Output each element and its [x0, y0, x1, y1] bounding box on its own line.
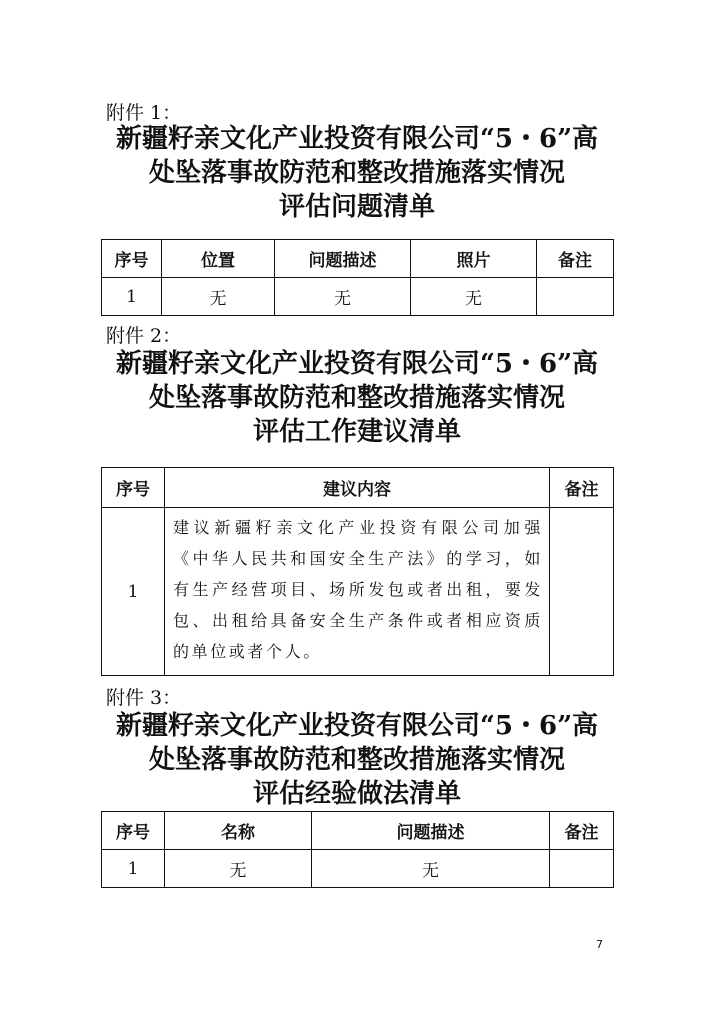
table-row	[102, 508, 614, 676]
title-line: 评估经验做法清单	[252, 779, 461, 809]
header-cell: 备注	[537, 240, 614, 278]
table-cell: 无	[165, 850, 312, 888]
header-cell: 序号	[102, 812, 165, 850]
title-line: 评估工作建议清单	[252, 417, 461, 447]
annex-1-title	[0, 122, 714, 224]
title-line: 新疆籽亲文化产业投资有限公司“5・6”高	[115, 124, 599, 154]
annex-1-table	[101, 239, 614, 316]
header-cell: 名称	[165, 812, 312, 850]
annex-2-label: 附件 2：	[106, 325, 182, 347]
table-row	[102, 278, 614, 316]
header-cell: 问题描述	[312, 812, 550, 850]
title-line: 新疆籽亲文化产业投资有限公司“5・6”高	[115, 349, 599, 379]
header-cell: 建议内容	[165, 468, 550, 508]
table-header-row	[102, 240, 614, 278]
header-cell: 序号	[102, 468, 165, 508]
table-cell	[550, 850, 614, 888]
page-number: 7	[596, 938, 603, 951]
suggestion-content: 建议新疆籽亲文化产业投资有限公司加强《中华人民共和国安全生产法》的学习，如有生产经营项目、场所发包或者出租，要发包、出租给具备安全生产条件或者相应资质的单位或者个人。	[165, 508, 550, 676]
title-line: 评估问题清单	[278, 192, 435, 222]
table-header-row	[102, 812, 614, 850]
table-cell: 无	[275, 278, 411, 316]
table-cell	[550, 508, 614, 676]
header-cell: 照片	[411, 240, 537, 278]
header-cell: 问题描述	[275, 240, 411, 278]
title-line: 处坠落事故防范和整改措施落实情况	[148, 745, 565, 775]
table-cell	[537, 278, 614, 316]
annex-3-table	[101, 811, 614, 888]
annex-3-label: 附件 3：	[106, 687, 182, 709]
header-cell: 备注	[550, 468, 614, 508]
header-cell: 位置	[162, 240, 275, 278]
title-line: 新疆籽亲文化产业投资有限公司“5・6”高	[115, 711, 599, 741]
table-cell: 无	[411, 278, 537, 316]
table-cell: 无	[312, 850, 550, 888]
title-line: 处坠落事故防范和整改措施落实情况	[148, 158, 565, 188]
table-cell: 无	[162, 278, 275, 316]
title-line: 处坠落事故防范和整改措施落实情况	[148, 383, 565, 413]
header-cell: 序号	[102, 240, 162, 278]
annex-2-table	[101, 467, 614, 676]
table-cell: 1	[102, 850, 165, 888]
table-header-row	[102, 468, 614, 508]
header-cell: 备注	[550, 812, 614, 850]
annex-1-label: 附件 1：	[106, 102, 182, 124]
annex-2-title	[0, 347, 714, 449]
table-row	[102, 850, 614, 888]
table-cell: 1	[102, 508, 165, 676]
table-cell: 1	[102, 278, 162, 316]
annex-3-title	[0, 709, 714, 811]
